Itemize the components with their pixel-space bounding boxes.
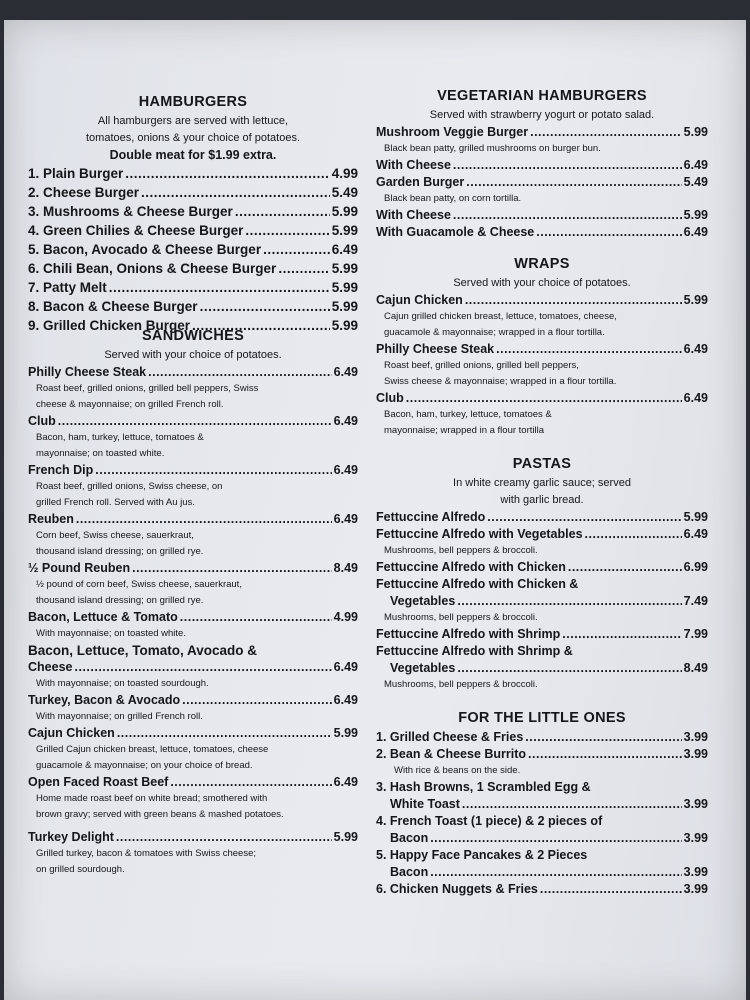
dot-leader bbox=[457, 593, 681, 610]
menu-item bbox=[28, 774, 358, 791]
section-note: In white creamy garlic sauce; served bbox=[453, 477, 631, 489]
item-name: With Cheese bbox=[376, 158, 451, 172]
menu-item bbox=[376, 830, 708, 847]
item-name: Bacon bbox=[390, 865, 429, 879]
little-ones-section bbox=[376, 710, 708, 898]
item-name: With Guacamole & Cheese bbox=[376, 225, 535, 239]
dot-leader bbox=[180, 609, 332, 626]
dot-leader bbox=[109, 278, 330, 297]
menu-page bbox=[4, 20, 746, 1000]
item-price: 6.49 bbox=[333, 512, 358, 526]
menu-item bbox=[376, 660, 708, 677]
pastas-section bbox=[376, 456, 708, 693]
dot-leader bbox=[562, 626, 681, 643]
menu-item bbox=[28, 659, 358, 676]
item-price: 5.99 bbox=[683, 125, 708, 139]
item-price: 6.49 bbox=[333, 365, 358, 379]
item-name: With Cheese bbox=[376, 208, 451, 222]
item-price: 5.49 bbox=[683, 175, 708, 189]
item-description: Mushrooms, bell peppers & broccoli. bbox=[384, 612, 538, 623]
dot-leader bbox=[278, 259, 329, 278]
section-note: Served with your choice of potatoes. bbox=[104, 349, 282, 361]
item-price: 5.49 bbox=[331, 185, 358, 200]
menu-item bbox=[376, 292, 708, 309]
item-description: brown gravy; served with green beans & mashed potatoes. bbox=[36, 809, 284, 820]
item-name: Fettuccine Alfredo with Vegetables bbox=[376, 527, 583, 541]
item-price: 4.99 bbox=[331, 166, 358, 181]
item-name: Cajun Chicken bbox=[376, 293, 463, 307]
item-description: on grilled sourdough. bbox=[36, 864, 125, 875]
item-description: Roast beef, grilled onions, grilled bell peppers, bbox=[384, 360, 579, 371]
dot-leader bbox=[530, 124, 682, 141]
item-name: Philly Cheese Steak bbox=[28, 365, 147, 379]
dot-leader bbox=[585, 526, 682, 543]
menu-item bbox=[28, 413, 358, 430]
item-description: Corn beef, Swiss cheese, sauerkraut, bbox=[36, 530, 194, 541]
wraps-section bbox=[376, 256, 708, 439]
item-price: 3.99 bbox=[683, 882, 708, 896]
dot-leader bbox=[528, 746, 682, 763]
menu-item bbox=[376, 174, 708, 191]
menu-item bbox=[28, 240, 358, 259]
menu-item bbox=[376, 626, 708, 643]
dot-leader bbox=[263, 240, 330, 259]
item-name-line: 4. French Toast (1 piece) & 2 pieces of bbox=[376, 814, 603, 828]
dot-leader bbox=[141, 183, 330, 202]
item-price: 6.49 bbox=[683, 158, 708, 172]
section-title: VEGETARIAN HAMBURGERS bbox=[437, 88, 647, 104]
dot-leader bbox=[536, 224, 681, 241]
item-price: 6.49 bbox=[333, 693, 358, 707]
menu-item bbox=[376, 796, 708, 813]
menu-item bbox=[28, 609, 358, 626]
item-description: Bacon, ham, turkey, lettuce, tomatoes & bbox=[36, 432, 204, 443]
section-title: HAMBURGERS bbox=[138, 94, 248, 110]
menu-item bbox=[376, 559, 708, 576]
item-price: 4.99 bbox=[333, 610, 358, 624]
menu-item bbox=[376, 593, 708, 610]
item-name: Fettuccine Alfredo with Shrimp bbox=[376, 627, 561, 641]
menu-item bbox=[376, 509, 708, 526]
menu-item bbox=[28, 183, 358, 202]
dot-leader bbox=[430, 830, 681, 847]
item-name-line: 3. Hash Browns, 1 Scrambled Egg & bbox=[376, 780, 591, 794]
dot-leader bbox=[465, 292, 682, 309]
section-title: SANDWICHES bbox=[141, 328, 245, 344]
item-description: mayonnaise; wrapped in a flour tortilla bbox=[384, 425, 545, 436]
dot-leader bbox=[116, 829, 332, 846]
item-description: Black bean patty, on corn tortilla. bbox=[384, 193, 522, 204]
item-description: cheese & mayonnaise; on grilled French roll. bbox=[36, 399, 224, 410]
item-price: 5.99 bbox=[331, 204, 358, 219]
item-name: 6. Chicken Nuggets & Fries bbox=[376, 882, 538, 896]
menu-item bbox=[376, 390, 708, 407]
item-name: 1. Grilled Cheese & Fries bbox=[376, 730, 524, 744]
section-note: with garlic bread. bbox=[500, 494, 584, 506]
dot-leader bbox=[453, 207, 682, 224]
dot-leader bbox=[540, 881, 682, 898]
item-description: Black bean patty, grilled mushrooms on burger bun. bbox=[384, 143, 601, 154]
item-price: 8.49 bbox=[333, 561, 358, 575]
item-description: mayonnaise; on toasted white. bbox=[36, 448, 165, 459]
item-description: Grilled turkey, bacon & tomatoes with Swiss cheese; bbox=[36, 848, 257, 859]
item-price: 6.49 bbox=[333, 463, 358, 477]
dot-leader bbox=[496, 341, 682, 358]
item-price: 6.49 bbox=[683, 391, 708, 405]
section-note: Served with your choice of potatoes. bbox=[453, 277, 631, 289]
section-title: WRAPS bbox=[514, 256, 570, 272]
dot-leader bbox=[568, 559, 682, 576]
item-price: 6.99 bbox=[683, 560, 708, 574]
item-price: 6.49 bbox=[683, 225, 708, 239]
item-name: Bacon bbox=[390, 831, 429, 845]
dot-leader bbox=[182, 692, 332, 709]
dot-leader bbox=[245, 221, 329, 240]
dot-leader bbox=[125, 164, 329, 183]
hamburgers-section bbox=[28, 94, 358, 335]
item-name: French Dip bbox=[28, 463, 94, 477]
dot-leader bbox=[74, 659, 331, 676]
item-description: With mayonnaise; on grilled French roll. bbox=[36, 711, 203, 722]
item-price: 5.99 bbox=[331, 280, 358, 295]
item-description: Mushrooms, bell peppers & broccoli. bbox=[384, 679, 538, 690]
item-name-line: Fettuccine Alfredo with Shrimp & bbox=[376, 644, 573, 658]
dot-leader bbox=[453, 157, 682, 174]
item-price: 3.99 bbox=[683, 865, 708, 879]
item-price: 5.99 bbox=[331, 299, 358, 314]
menu-item bbox=[28, 221, 358, 240]
item-name: Fettuccine Alfredo with Chicken bbox=[376, 560, 566, 574]
menu-item bbox=[376, 157, 708, 174]
menu-item bbox=[376, 729, 708, 746]
item-name: 7. Patty Melt bbox=[28, 280, 107, 295]
item-name: Reuben bbox=[28, 512, 74, 526]
item-price: 7.99 bbox=[683, 627, 708, 641]
item-name: Club bbox=[28, 414, 56, 428]
item-description: With mayonnaise; on toasted sourdough. bbox=[36, 678, 209, 689]
item-price: 5.99 bbox=[331, 261, 358, 276]
section-note: Served with strawberry yogurt or potato salad. bbox=[429, 109, 655, 121]
menu-item bbox=[376, 124, 708, 141]
item-price: 3.99 bbox=[683, 797, 708, 811]
item-price: 5.99 bbox=[333, 830, 358, 844]
item-price: 5.99 bbox=[683, 208, 708, 222]
menu-item bbox=[376, 224, 708, 241]
item-description: Mushrooms, bell peppers & broccoli. bbox=[384, 545, 538, 556]
section-note: tomatoes, onions & your choice of potatoes. bbox=[85, 132, 301, 144]
dot-leader bbox=[430, 864, 681, 881]
menu-item bbox=[28, 511, 358, 528]
item-price: 6.49 bbox=[331, 242, 358, 257]
item-name-line: 5. Happy Face Pancakes & 2 Pieces bbox=[376, 848, 588, 862]
item-description: Cajun grilled chicken breast, lettuce, tomatoes, cheese, bbox=[384, 311, 617, 322]
menu-item bbox=[28, 202, 358, 221]
item-name: Turkey Delight bbox=[28, 830, 114, 844]
item-description: Roast beef, grilled onions, Swiss cheese, on bbox=[36, 481, 223, 492]
item-description: guacamole & mayonnaise; wrapped in a flour tortilla. bbox=[384, 327, 605, 338]
item-name: 4. Green Chilies & Cheese Burger bbox=[28, 223, 244, 238]
section-note: Double meat for $1.99 extra. bbox=[109, 148, 277, 162]
item-name: 3. Mushrooms & Cheese Burger bbox=[28, 204, 233, 219]
item-price: 6.49 bbox=[683, 527, 708, 541]
item-price: 5.99 bbox=[683, 510, 708, 524]
item-name: Philly Cheese Steak bbox=[376, 342, 495, 356]
item-name: Fettuccine Alfredo bbox=[376, 510, 486, 524]
item-description: thousand island dressing; on grilled rye. bbox=[36, 595, 204, 606]
item-name: 2. Cheese Burger bbox=[28, 185, 140, 200]
item-name: ½ Pound Reuben bbox=[28, 561, 131, 575]
menu-item bbox=[28, 297, 358, 316]
item-name: 9. Grilled Chicken Burger bbox=[28, 318, 191, 333]
item-description: Home made roast beef on white bread; smothered with bbox=[36, 793, 268, 804]
item-price: 7.49 bbox=[683, 594, 708, 608]
item-name: Club bbox=[376, 391, 404, 405]
item-price: 5.99 bbox=[331, 223, 358, 238]
menu-item bbox=[28, 829, 358, 846]
item-name: Vegetables bbox=[390, 594, 456, 608]
item-description: Roast beef, grilled onions, grilled bell peppers, Swiss bbox=[36, 383, 259, 394]
item-name-line: Fettuccine Alfredo with Chicken & bbox=[376, 577, 579, 591]
vegetarian-section bbox=[376, 88, 708, 241]
item-name: Vegetables bbox=[390, 661, 456, 675]
menu-item bbox=[28, 278, 358, 297]
item-price: 3.99 bbox=[683, 831, 708, 845]
dot-leader bbox=[95, 462, 331, 479]
section-title: FOR THE LITTLE ONES bbox=[458, 710, 626, 726]
menu-item bbox=[28, 725, 358, 742]
menu-item bbox=[376, 746, 708, 763]
item-name: Garden Burger bbox=[376, 175, 465, 189]
item-price: 3.99 bbox=[683, 747, 708, 761]
menu-item bbox=[376, 526, 708, 543]
dot-leader bbox=[76, 511, 332, 528]
item-description: With mayonnaise; on toasted white. bbox=[36, 628, 186, 639]
menu-item bbox=[28, 560, 358, 577]
item-name: White Toast bbox=[390, 797, 460, 811]
item-name: 6. Chili Bean, Onions & Cheese Burger bbox=[28, 261, 277, 276]
item-name: Bacon, Lettuce & Tomato bbox=[28, 610, 178, 624]
menu-item bbox=[28, 462, 358, 479]
menu-item bbox=[376, 864, 708, 881]
item-description: guacamole & mayonnaise; on your choice of bread. bbox=[36, 760, 253, 771]
item-description: grilled French roll. Served with Au jus. bbox=[36, 497, 195, 508]
dot-leader bbox=[525, 729, 681, 746]
item-name: 1. Plain Burger bbox=[28, 166, 124, 181]
item-name: 2. Bean & Cheese Burrito bbox=[376, 747, 527, 761]
menu-item bbox=[28, 164, 358, 183]
menu-item bbox=[28, 259, 358, 278]
item-description: Bacon, ham, turkey, lettuce, tomatoes & bbox=[384, 409, 552, 420]
item-price: 3.99 bbox=[683, 730, 708, 744]
item-description: Swiss cheese & mayonnaise; wrapped in a flour tortilla. bbox=[384, 376, 617, 387]
item-name: Cajun Chicken bbox=[28, 726, 115, 740]
item-price: 6.49 bbox=[333, 775, 358, 789]
dot-leader bbox=[148, 364, 332, 381]
menu-item bbox=[376, 341, 708, 358]
dot-leader bbox=[200, 297, 330, 316]
item-price: 5.99 bbox=[331, 318, 358, 333]
item-name: Cheese bbox=[28, 660, 73, 674]
menu-item bbox=[28, 364, 358, 381]
sandwiches-section bbox=[28, 328, 358, 878]
item-price: 6.49 bbox=[683, 342, 708, 356]
dot-leader bbox=[406, 390, 682, 407]
item-name: Turkey, Bacon & Avocado bbox=[28, 693, 181, 707]
item-name: 5. Bacon, Avocado & Cheese Burger bbox=[28, 242, 262, 257]
item-price: 8.49 bbox=[683, 661, 708, 675]
item-description: thousand island dressing; on grilled rye. bbox=[36, 546, 204, 557]
item-name: 8. Bacon & Cheese Burger bbox=[28, 299, 198, 314]
item-description: Grilled Cajun chicken breast, lettuce, tomatoes, cheese bbox=[36, 744, 269, 755]
item-name-line: Bacon, Lettuce, Tomato, Avocado & bbox=[28, 643, 258, 658]
dot-leader bbox=[170, 774, 331, 791]
dot-leader bbox=[457, 660, 681, 677]
dot-leader bbox=[117, 725, 332, 742]
item-name: Mushroom Veggie Burger bbox=[376, 125, 529, 139]
section-title: PASTAS bbox=[512, 456, 572, 472]
item-price: 5.99 bbox=[683, 293, 708, 307]
item-description: ½ pound of corn beef, Swiss cheese, sauerkraut, bbox=[36, 579, 242, 590]
item-price: 5.99 bbox=[333, 726, 358, 740]
item-price: 6.49 bbox=[333, 414, 358, 428]
item-price: 6.49 bbox=[333, 660, 358, 674]
item-name: Open Faced Roast Beef bbox=[28, 775, 169, 789]
menu-item bbox=[376, 207, 708, 224]
menu-item bbox=[28, 692, 358, 709]
section-note: All hamburgers are served with lettuce, bbox=[97, 115, 289, 127]
item-description: With rice & beans on the side. bbox=[394, 765, 521, 776]
dot-leader bbox=[466, 174, 681, 191]
dot-leader bbox=[235, 202, 330, 221]
menu-item bbox=[376, 881, 708, 898]
dot-leader bbox=[132, 560, 332, 577]
dot-leader bbox=[462, 796, 682, 813]
dot-leader bbox=[58, 413, 332, 430]
dot-leader bbox=[487, 509, 681, 526]
